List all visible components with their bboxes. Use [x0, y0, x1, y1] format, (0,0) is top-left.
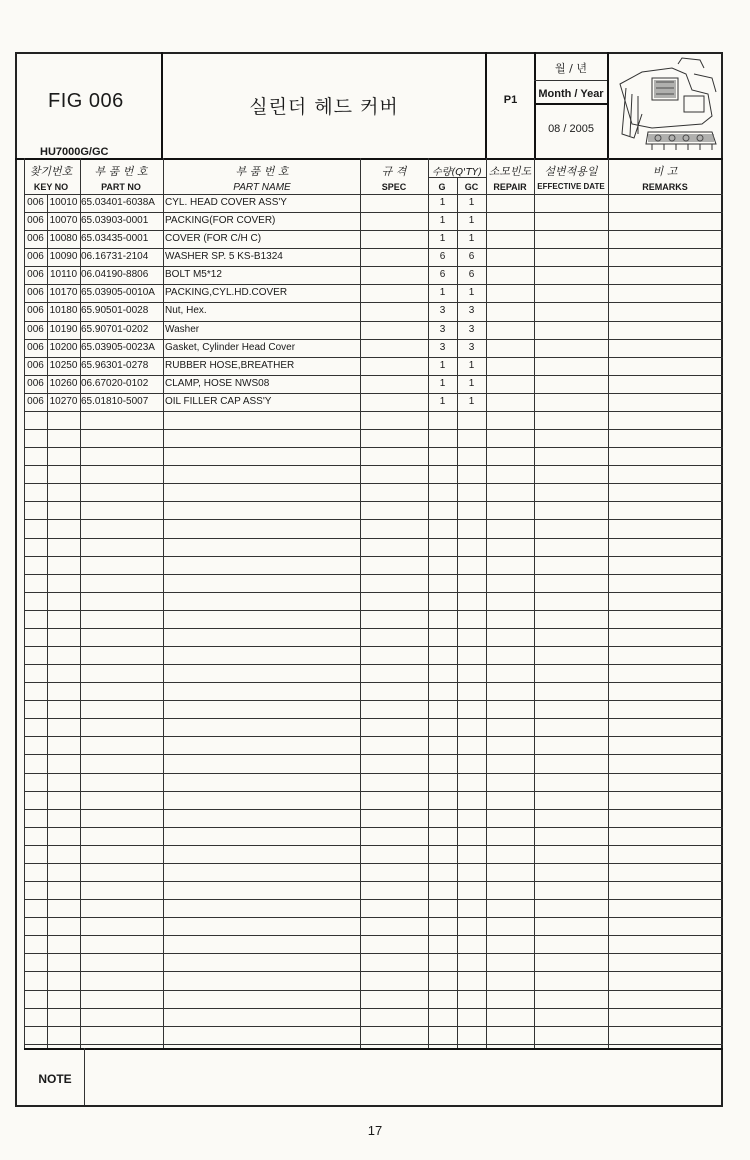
- table-row-rule: [24, 845, 723, 846]
- row-part-no: 65.90501-0028: [81, 305, 149, 316]
- row-qty-gc: 1: [468, 233, 475, 244]
- row-part-name: CLAMP, HOSE NWS08: [165, 378, 270, 389]
- col-qty-g: G: [438, 182, 446, 192]
- row-key-no: 10010: [49, 197, 78, 208]
- row-part-name: RUBBER HOSE,BREATHER: [165, 360, 295, 371]
- row-key-no: 10080: [49, 233, 78, 244]
- row-part-name: BOLT M5*12: [165, 269, 222, 280]
- row-part-no: 06.67020-0102: [81, 378, 149, 389]
- row-part-name: Gasket, Cylinder Head Cover: [165, 342, 296, 353]
- col-key-kr: 찾기번호: [29, 165, 73, 178]
- row-part-no: 65.03905-0023A: [81, 342, 155, 353]
- row-fig: 006: [27, 269, 44, 280]
- row-key-no: 10200: [49, 342, 78, 353]
- row-fig: 006: [27, 215, 44, 226]
- row-key-no: 10250: [49, 360, 78, 371]
- figure-number: FIG 006: [48, 90, 124, 112]
- row-part-no: 65.90701-0202: [81, 324, 149, 335]
- row-key-no: 10110: [49, 269, 78, 280]
- col-repair: REPAIR: [493, 182, 527, 192]
- table-row-rule: [24, 628, 723, 629]
- table-column-rule: [163, 158, 164, 1048]
- row-key-no: 10070: [49, 215, 78, 226]
- table-row-rule: [24, 1044, 723, 1045]
- row-part-no: 06.16731-2104: [81, 251, 149, 262]
- row-qty-g: 3: [439, 324, 446, 335]
- row-qty-g: 1: [439, 197, 446, 208]
- table-row-rule: [24, 971, 723, 972]
- row-qty-g: 1: [439, 287, 446, 298]
- row-part-no: 65.03401-6038A: [81, 197, 155, 208]
- row-part-no: 65.03905-0010A: [81, 287, 155, 298]
- row-qty-g: 1: [439, 396, 446, 407]
- table-row-rule: [24, 610, 723, 611]
- row-part-no: 65.03903-0001: [81, 215, 149, 226]
- table-row-rule: [24, 483, 723, 484]
- row-part-name: CYL. HEAD COVER ASS'Y: [165, 197, 287, 208]
- note-label: NOTE: [38, 1072, 72, 1086]
- row-fig: 006: [27, 233, 44, 244]
- row-fig: 006: [27, 287, 44, 298]
- table-row-rule: [24, 736, 723, 737]
- col-qty-gc: GC: [464, 182, 479, 192]
- header-divider: [534, 103, 607, 105]
- row-qty-gc: 3: [468, 305, 475, 316]
- row-fig: 006: [27, 305, 44, 316]
- table-header-rule: [428, 177, 486, 178]
- row-fig: 006: [27, 197, 44, 208]
- row-qty-g: 1: [439, 360, 446, 371]
- col-part-no-kr: 부 품 번 호: [94, 165, 148, 178]
- table-column-rule: [608, 158, 609, 1048]
- row-key-no: 10190: [49, 324, 78, 335]
- table-row-rule: [24, 501, 723, 502]
- table-row-rule: [24, 953, 723, 954]
- row-part-name: COVER (FOR C/H C): [165, 233, 262, 244]
- sheet-page: P1: [503, 94, 518, 106]
- row-part-no: 65.96301-0278: [81, 360, 149, 371]
- table-row-rule: [24, 664, 723, 665]
- row-fig: 006: [27, 342, 44, 353]
- table-row-rule: [24, 990, 723, 991]
- col-repair-kr: 소모빈도: [488, 165, 532, 178]
- col-part-name: PART NAME: [233, 182, 291, 193]
- col-qty-kr: 수량(Q'TY): [432, 167, 482, 178]
- row-qty-gc: 1: [468, 215, 475, 226]
- row-qty-gc: 1: [468, 287, 475, 298]
- month-year-label: Month / Year: [538, 88, 604, 100]
- row-part-name: Nut, Hex.: [165, 305, 207, 316]
- page-title: 실린더 헤드 커버: [249, 96, 399, 118]
- row-fig: 006: [27, 324, 44, 335]
- table-row-rule: [24, 682, 723, 683]
- row-part-no: 65.01810-5007: [81, 396, 149, 407]
- row-qty-gc: 1: [468, 360, 475, 371]
- row-part-name: PACKING(FOR COVER): [165, 215, 276, 226]
- row-part-no: 06.04190-8806: [81, 269, 149, 280]
- col-remarks: REMARKS: [642, 182, 688, 192]
- row-qty-g: 6: [439, 251, 446, 262]
- table-row-rule: [24, 1026, 723, 1027]
- header-divider: [607, 52, 609, 158]
- table-row-rule: [24, 592, 723, 593]
- row-qty-g: 3: [439, 342, 446, 353]
- table-column-rule: [360, 158, 361, 1048]
- row-fig: 006: [27, 378, 44, 389]
- row-qty-g: 1: [439, 378, 446, 389]
- row-part-name: PACKING,CYL.HD.COVER: [165, 287, 288, 298]
- row-qty-gc: 1: [468, 378, 475, 389]
- row-part-name: Washer: [165, 324, 200, 335]
- row-key-no: 10090: [49, 251, 78, 262]
- model-code: HU7000G/GC: [40, 146, 109, 158]
- row-part-name: WASHER SP. 5 KS-B1324: [165, 251, 283, 262]
- table-row-rule: [24, 556, 723, 557]
- table-row-rule: [24, 827, 723, 828]
- col-remarks-kr: 비 고: [652, 165, 678, 178]
- col-spec-kr: 규 격: [381, 165, 407, 178]
- table-row-rule: [24, 447, 723, 448]
- table-row-rule: [24, 411, 723, 412]
- col-spec: SPEC: [381, 182, 407, 192]
- table-column-rule: [486, 158, 487, 1048]
- table-row-rule: [24, 700, 723, 701]
- row-qty-gc: 6: [468, 269, 475, 280]
- row-fig: 006: [27, 360, 44, 371]
- row-part-name: OIL FILLER CAP ASS'Y: [165, 396, 272, 407]
- col-effective-kr: 설변적용일: [544, 165, 598, 178]
- row-key-no: 10170: [49, 287, 78, 298]
- row-key-no: 10270: [49, 396, 78, 407]
- table-row-rule: [24, 773, 723, 774]
- table-row-rule: [24, 1008, 723, 1009]
- table-row-rule: [24, 429, 723, 430]
- table-row-rule: [24, 574, 723, 575]
- row-qty-gc: 3: [468, 324, 475, 335]
- table-row-rule: [24, 809, 723, 810]
- month-year-value: 08 / 2005: [548, 123, 594, 135]
- col-effective: EFFECTIVE DATE: [537, 182, 605, 191]
- col-part-no: PART NO: [101, 182, 141, 192]
- row-qty-g: 1: [439, 233, 446, 244]
- row-qty-gc: 1: [468, 197, 475, 208]
- row-qty-g: 3: [439, 305, 446, 316]
- row-qty-g: 1: [439, 215, 446, 226]
- table-row-rule: [24, 754, 723, 755]
- table-row-rule: [24, 519, 723, 520]
- row-qty-gc: 1: [468, 396, 475, 407]
- table-row-rule: [24, 881, 723, 882]
- row-key-no: 10180: [49, 305, 78, 316]
- table-row-rule: [24, 899, 723, 900]
- row-key-no: 10260: [49, 378, 78, 389]
- table-row-rule: [24, 935, 723, 936]
- row-qty-g: 6: [439, 269, 446, 280]
- table-row-rule: [24, 917, 723, 918]
- table-row-rule: [24, 791, 723, 792]
- col-key: KEY NO: [33, 182, 69, 192]
- page-number: 17: [367, 1123, 383, 1138]
- combine-harvester-icon: [612, 54, 720, 158]
- row-fig: 006: [27, 396, 44, 407]
- row-fig: 006: [27, 251, 44, 262]
- note-rule: [24, 1048, 723, 1050]
- table-row-rule: [24, 465, 723, 466]
- col-part-name-kr: 부 품 번 호: [235, 165, 289, 178]
- row-qty-gc: 6: [468, 251, 475, 262]
- note-divider: [84, 1048, 85, 1105]
- header-bottom-rule: [15, 158, 723, 160]
- table-row-rule: [24, 646, 723, 647]
- row-qty-gc: 3: [468, 342, 475, 353]
- row-part-no: 65.03435-0001: [81, 233, 149, 244]
- table-column-rule: [534, 158, 535, 1048]
- table-row-rule: [24, 538, 723, 539]
- table-row-rule: [24, 718, 723, 719]
- table-row-rule: [24, 863, 723, 864]
- header-divider: [534, 80, 607, 81]
- month-year-label-kr: 월 / 년: [555, 62, 587, 75]
